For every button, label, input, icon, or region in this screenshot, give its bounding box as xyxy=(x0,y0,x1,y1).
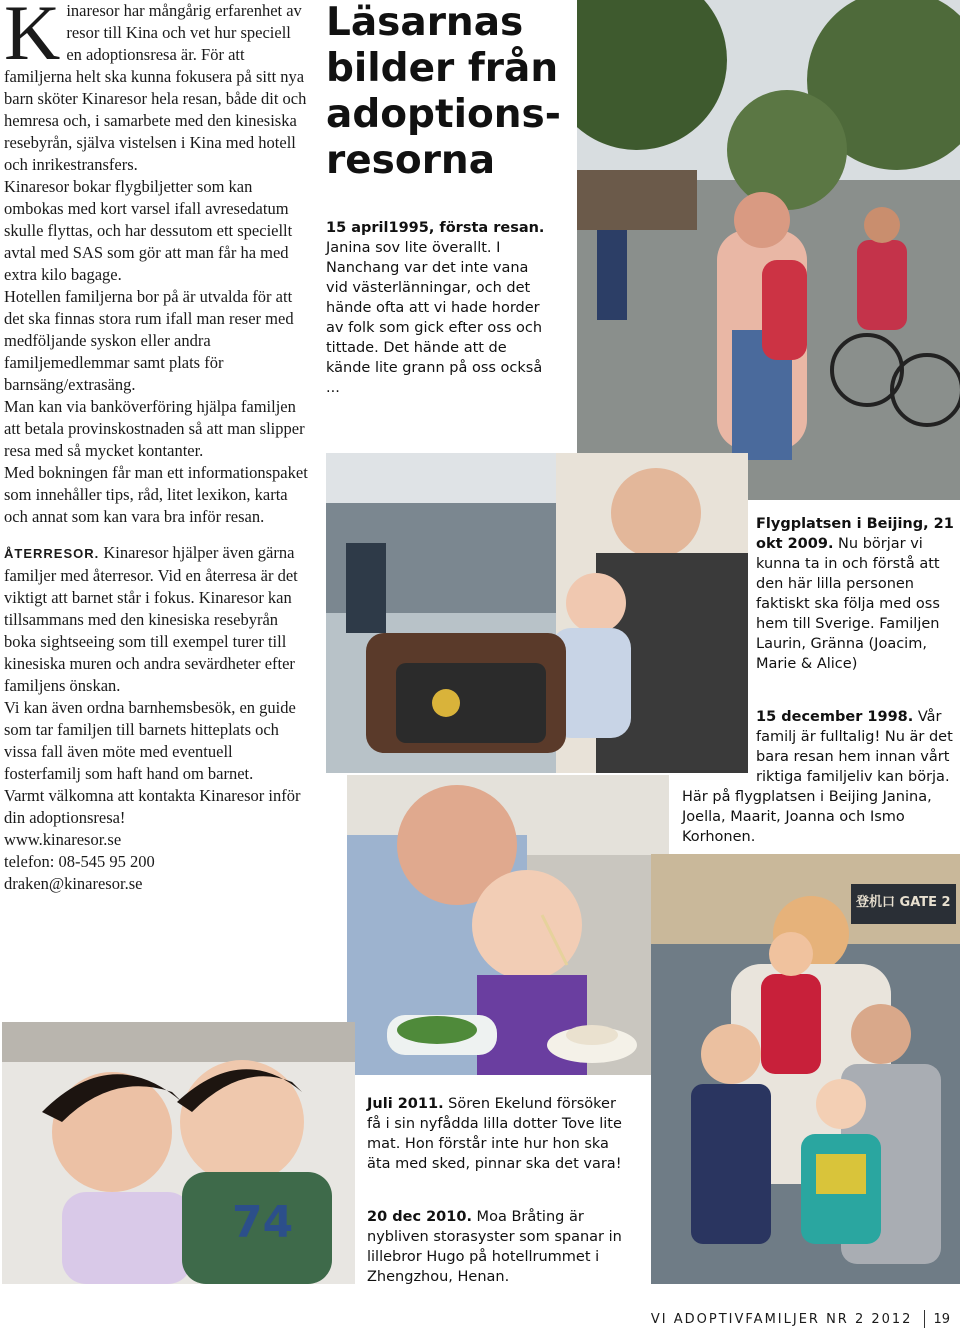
drop-cap: K xyxy=(4,0,61,76)
article-paragraph-4: Man kan via banköverföring hjälpa familjen att betala provinskostnaden så att man slipper resa med så mycket kontanter. xyxy=(4,397,305,460)
svg-text:74: 74 xyxy=(232,1197,294,1248)
photo-street-nanchang-1995 xyxy=(577,0,960,500)
return-heading: ÅTERRESOR. xyxy=(4,546,100,561)
article-paragraph-3: Hotellen familjerna bor på är utvalda för att det ska finnas stora rum ifall man reser med medföljande syskon eller andra familjemedlemmar samt plats för barnsäng/extrasäng. xyxy=(4,287,294,394)
article-paragraph-1: Kinaresor har mångårig erfarenhet av resor till Kina och vet hur speciell en adoptionsresa är. För att familjerna helt ska kunna fokusera på sitt nya barn sköter Kinaresor hela resan, både dit och hemresa och, i samarbete med den kinesiska resebyrån, själva vistelsen i Kina med hotell och inrikestransfers. xyxy=(4,0,307,174)
page-number: 19 xyxy=(933,1311,950,1327)
article-paragraph-2: Kinaresor bokar flygbiljetter som kan ombokas med kort varsel ifall avresedatum skulle flyttas, och har dessutom ett speciellt avtal med SAS som gör att man får ha med extra kilo bagage. xyxy=(4,177,293,284)
photo-family-gate-1998 xyxy=(651,854,960,1284)
article-paragraph-5: Med bokningen får man ett informationspaket som innehåller tips, råd, litet lexikon, karta och annat som kan vara bra inför resan. xyxy=(4,463,308,526)
caption-2011: Juli 2011. Sören Ekelund försöker få i sin nyfådda lilla dotter Tove lite mat. Hon förstår inte hur hon ska äta med sked, pinnar ska det vara! xyxy=(367,1096,622,1172)
contact-web[interactable]: www.kinaresor.se xyxy=(4,830,122,849)
caption-2010: 20 dec 2010. Moa Bråting är nybliven storasyster som spanar in lillebror Hugo på hotellrummet i Zhengzhou, Henan. xyxy=(367,1209,622,1285)
article-column xyxy=(4,0,308,895)
gate-sign: 登机口 GATE 2 xyxy=(856,895,951,910)
caption-2009: Flygplatsen i Beijing, 21 okt 2009. Nu börjar vi kunna ta in och förstå att den här lilla personen faktiskt ska följa med oss hem till Sverige. Familjen Laurin, Gränna (Joacim, Marie & Alice) xyxy=(756,516,954,672)
magazine-name: VI ADOPTIVFAMILJER NR 2 2012 xyxy=(650,1311,913,1327)
page-headline: Läsarnas bilder från adoptions-resorna xyxy=(326,0,561,183)
article-return-paragraph: ÅTERRESOR. Kinaresor hjälper även gärna familjer med återresor. Vid en återresa är det viktigt att barnet står i fokus. Kinaresor kan tillsammans med den kinesiska resebyrån boka sightseeing som till exempel turer till kinesiska muren och andra sevärdheter efter familjens önskan. xyxy=(4,543,298,695)
photo-siblings-2010 xyxy=(2,1022,355,1284)
article-paragraph-7: Vi kan även ordna barnhemsbesök, en guide som tar familjen till barnets hitteplats och vissa fall även möte med eventuell fosterfamilj som haft hand om barnet. xyxy=(4,698,296,783)
page-footer xyxy=(651,1310,950,1328)
photo-feeding-2011 xyxy=(347,775,669,1075)
caption-1995: 15 april1995, första resan. Janina sov lite överallt. I Nanchang var det inte vana vid västerlänningar, och det hände ofta att vi hade horder av folk som gick efter oss och tittade. Det hände att de kände lite grann på oss också ... xyxy=(326,220,545,396)
caption-1998: 15 december 1998. Vår familj är fulltalig! Nu är det bara resan hem innan vårt riktiga familjeliv kan börja. Här på flygplatsen i Beijing Janina, Joella, Maarit, Joanna och Ismo Korhonen. xyxy=(682,709,953,845)
contact-email[interactable]: draken@kinaresor.se xyxy=(4,874,143,893)
article-paragraph-8: Varmt välkomna att kontakta Kinaresor inför din adoptionsresa! xyxy=(4,786,301,827)
contact-phone: telefon: 08-545 95 200 xyxy=(4,852,155,871)
footer-divider xyxy=(924,1310,925,1328)
